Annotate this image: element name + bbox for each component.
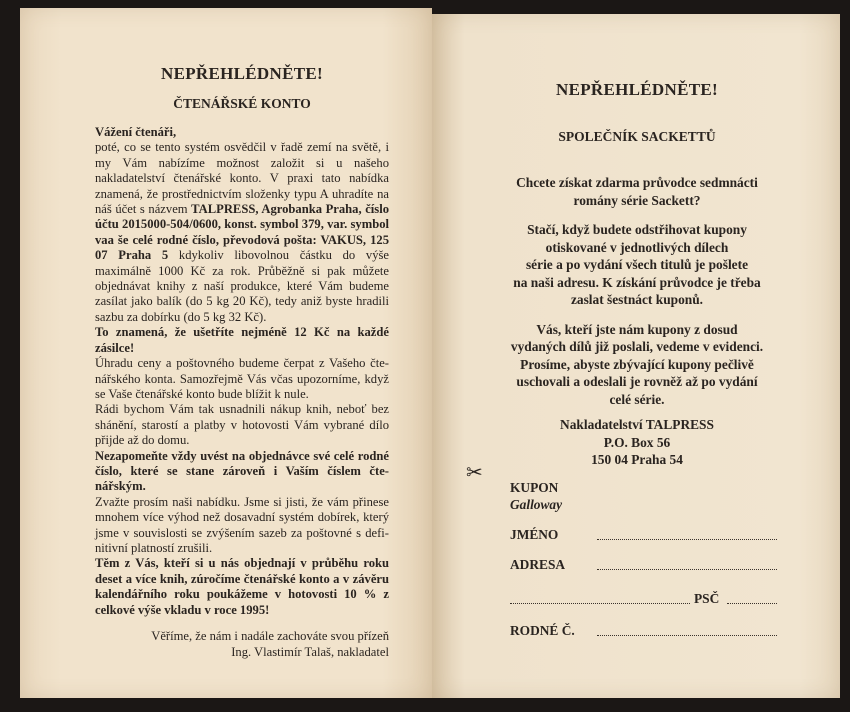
p1-text-c: kdykoliv libovolnou částku do výše maximálně 1000 Kč za rok. Průběžně si pak můžete objednávat knihy z naší produkce, které Vám budeme zasílat jako balík (do 5 kg 20 Kč), tedy aniž byste hradili sazbu za dobírku (do 5 kg 32 Kč). xyxy=(95,248,389,324)
left-page-body xyxy=(95,125,389,618)
coupon-book: Galloway xyxy=(510,497,563,512)
text-line: 150 04 Praha 54 xyxy=(591,452,683,467)
p1-bank-details: TALPRESS, Agrobanka Praha, číslo účtu 2015000-504/0600, konst. symbol 379, var. symbol vaa še celé rodné číslo, převodová pošta: VAKUS, 125 07 Praha 5 xyxy=(95,202,390,263)
text-line: zaslat šestnáct kuponů. xyxy=(570,292,704,307)
text-line: romány série Sackett? xyxy=(573,192,701,208)
address-field[interactable] xyxy=(597,569,777,570)
zip-field[interactable] xyxy=(727,603,777,604)
paragraph-1 xyxy=(95,140,389,325)
scissors-icon: ✂ xyxy=(466,462,483,484)
left-page-title: NEPŘEHLÉDNĚTE! xyxy=(161,64,323,83)
paragraph-instructions xyxy=(442,221,832,309)
paragraph-3: Úhradu ceny a poštovného budeme čerpat z Vašeho čtenářského konta. Samozřejmě Vás včas upozorníme, když se Vaše čtenářské konto bude blížit k nule. xyxy=(95,356,389,401)
greeting: Vážení čtenáři, xyxy=(95,125,177,139)
closing: Věříme, že nám i nadále zachováte svou přízeň xyxy=(151,629,389,643)
text-line: celé série. xyxy=(609,391,665,407)
text-line: Prosíme, abyste zbývající kupony pečlivě xyxy=(520,356,754,372)
text-line: na naši adresu. K získání průvodce je třeba xyxy=(513,274,761,290)
publisher-address xyxy=(442,416,832,469)
paragraph-5: Nezapomeňte vždy uvést na objednávce své celé rodné číslo, které se stane zároveň i Vaším číslem čtenářským. xyxy=(95,448,389,494)
paragraph-6: Zvažte prosím naši nabídku. Jsme si jisti, že vám přinese mnohem více výhod než dosavadní systém dobírek, který jsme v souvislosti se zvýšením sazeb za poštovné s definitivní platností zrušili. xyxy=(95,494,389,555)
right-page xyxy=(432,14,840,698)
text-line: Stačí, když budete odstřihovat kupony xyxy=(527,222,747,237)
birth-number-label: RODNÉ Č. xyxy=(510,623,575,638)
coupon-title: KUPON xyxy=(510,480,559,495)
text-line: otiskované v jednotlivých dílech xyxy=(545,239,729,255)
birth-number-field[interactable] xyxy=(597,635,777,636)
text-line: Chcete získat zdarma průvodce sedmnácti xyxy=(516,175,758,190)
right-page-content xyxy=(442,79,832,469)
text-line: série a po vydání všech titulů je pošlete xyxy=(525,257,749,272)
name-label: JMÉNO xyxy=(510,527,559,542)
text-line: Vás, kteří jste nám kupony z dosud xyxy=(536,321,738,337)
right-page-subtitle: SPOLEČNÍK SACKETTŮ xyxy=(558,129,716,144)
paragraph-2: To znamená, že ušetříte nejméně 12 Kč na každé zásilce! xyxy=(95,325,389,355)
address-line-2-field[interactable] xyxy=(510,603,690,604)
name-field[interactable] xyxy=(597,539,777,540)
text-line: uschovali a odeslali je rovněž až po vydání xyxy=(516,374,758,389)
left-page-content xyxy=(95,63,389,660)
signature-block xyxy=(95,628,389,660)
address-label: ADRESA xyxy=(510,557,566,572)
signature: Ing. Vlastimír Talaš, nakladatel xyxy=(231,645,389,659)
paragraph-4: Rádi bychom Vám tak usnadnili nákup knih, neboť bez shánění, starostí a platby v hotovosti Vám vybrané dílo přijde až do domu. xyxy=(95,402,389,448)
left-page-subtitle: ČTENÁŘSKÉ KONTO xyxy=(173,96,311,111)
text-line: P.O. Box 56 xyxy=(603,434,671,450)
paragraph-offer xyxy=(442,174,832,209)
paragraph-7: Těm z Vás, kteří si u nás objednají v průběhu roku deset a více knih, zúročíme čtenářské konto a v závěru kalendářního roku poukážeme v hotovosti 10 % z celkové výše vkladu v roce 1995! xyxy=(95,556,389,617)
right-page-title: NEPŘEHLÉDNĚTE! xyxy=(556,80,718,99)
zip-label: PSČ xyxy=(694,591,720,606)
paragraph-evidence xyxy=(442,321,832,409)
text-line: Nakladatelství TALPRESS xyxy=(560,417,714,432)
left-page xyxy=(20,8,432,698)
p1-text-a: poté, co se tento systém osvědčil v řadě zemí na světě, i my Vám nabízíme možnost založit si u našeho nakladatelství čtenářské konto. V praxi tato nabídka znamená, že prostřednictvím složenky typu A uhradíte na náš účet s názvem xyxy=(95,140,389,217)
text-line: vydaných dílů již poslali, vedeme v evidenci. xyxy=(510,339,764,354)
